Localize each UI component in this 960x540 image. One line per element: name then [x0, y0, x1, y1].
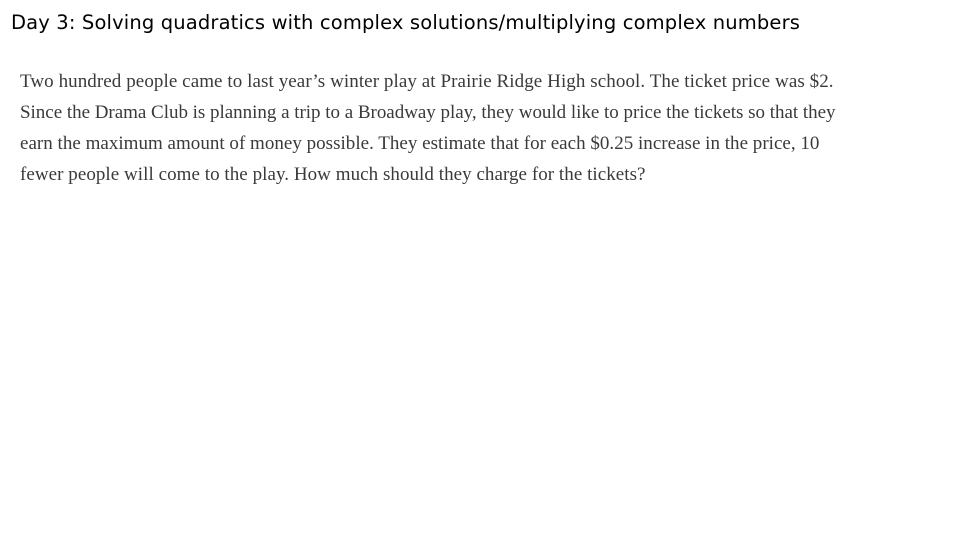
problem-line-2: Since the Drama Club is planning a trip to a Broadway play, they would like to price the tickets so that they: [20, 102, 836, 123]
problem-line-4: fewer people will come to the play. How much should they charge for the tickets?: [20, 164, 646, 185]
problem-statement-image: [20, 66, 945, 185]
problem-line-3: earn the maximum amount of money possible. They estimate that for each $0.25 increase in the price, 10: [20, 133, 820, 154]
slide-title: Day 3: Solving quadratics with complex solutions/multiplying complex numbers: [11, 11, 801, 34]
problem-line-1: Two hundred people came to last year’s winter play at Prairie Ridge High school. The ticket price was $2.: [20, 71, 834, 92]
